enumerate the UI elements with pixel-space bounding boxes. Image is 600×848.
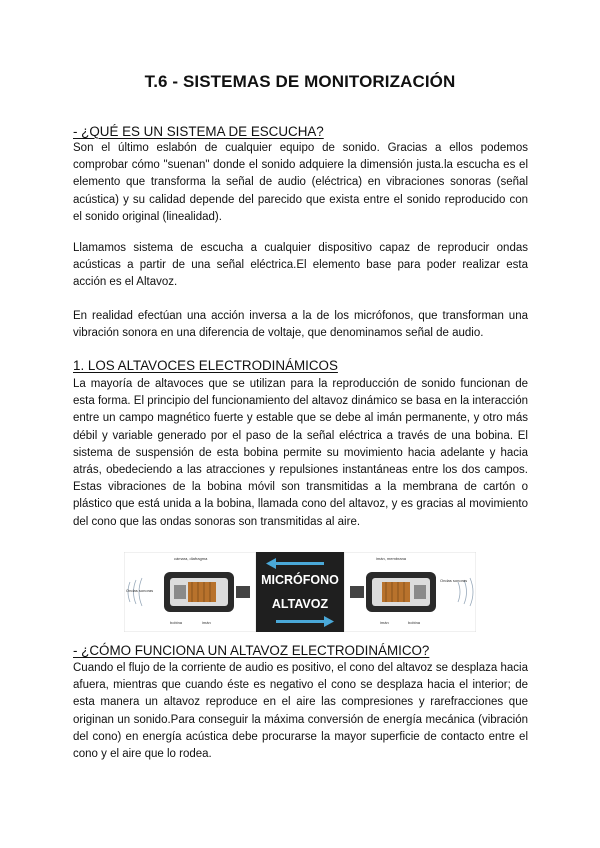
figure-left-bottom-a: bobina <box>170 620 183 625</box>
figure-left-side-label: Ondas sonoras <box>126 588 154 593</box>
paragraph-altavoces: La mayoría de altavoces que se utilizan para la reproducción de sonido funcionan de esta forma. El principio del funcionamiento del altavoz dinámico se basa en la interacción entre un campo magnético fuerte y estable que se debe al imán permanente, y otro más débil y variable generado por el paso de la señal eléctrica a través de una bobina. El sistema de suspensión de esta bobina permite su movimiento hacia adelante y hacia atrás, obedeciendo a las atracciones y repulsiones instantáneas entre los dos campos. Estas vibraciones de la bobina móvil son transmitidas a la membrana de cartón o plástico que está unida a la bobina, llamada cono del altavoz, y es gracias al movimiento del cono que las ondas sonoras son transmitidas al aire. <box>73 378 528 528</box>
section-heading-que-es: - ¿QUÉ ES UN SISTEMA DE ESCUCHA? <box>73 124 324 139</box>
figure-right-bottom-b: bobina <box>408 620 421 625</box>
figure-right-side-label: Ondas sonoras <box>440 578 468 583</box>
figure-left-bottom-b: imán <box>202 620 211 625</box>
section-heading-como-funciona: - ¿CÓMO FUNCIONA UN ALTAVOZ ELECTRODINÁMICO? <box>73 643 430 658</box>
figure-label-microfono: MICRÓFONO <box>261 573 339 587</box>
microphone-speaker-figure <box>124 552 476 632</box>
document-title: T.6 - SISTEMAS DE MONITORIZACIÓN <box>144 72 456 91</box>
figure-label-altavoz: ALTAVOZ <box>271 597 329 611</box>
section-heading-altavoces: 1. LOS ALTAVOCES ELECTRODINÁMICOS <box>73 358 338 373</box>
figure-right-top-label: imán, membrana <box>376 556 407 561</box>
figure-left-top-label: cámara, diafragma <box>174 556 208 561</box>
paragraph-sistema-escucha: Llamamos sistema de escucha a cualquier dispositivo capaz de reproducir ondas acústicas a partir de una señal eléctrica.El elemento base para poder realizar esta acción es el Altavoz. <box>73 242 528 289</box>
paragraph-intro: Son el último eslabón de cualquier equipo de sonido. Gracias a ellos podemos comprobar cómo "suenan" donde el sonido adquiere la dimensión justa.la escucha es el elemento que transforma la señal de audio (eléctrica) en vibraciones sonoras (señal acústica) y su calidad depende del parecido que exista entre el sonido reproducido con el sonido original (linealidad). <box>73 142 528 223</box>
paragraph-accion-inversa: En realidad efectúan una acción inversa a la de los micrófonos, que transforman una vibración sonora en una diferencia de voltaje, que denominamos señal de audio. <box>73 310 528 340</box>
paragraph-como-funciona: Cuando el flujo de la corriente de audio es positivo, el cono del altavoz se desplaza hacia afuera, mientras que cuando éste es negativo el cono se desplaza hacia el interior; de esta manera un altavoz reproduce en el aire las compresiones y rarefracciones que originan un sonido.Para conseguir la máxima conversión de energía mecánica (vibración del cono) en energía acústica debe procurarse la mayor superficie de contacto entre el cono y el aire que lo rodea. <box>73 662 528 761</box>
figure-right-bottom-a: imán <box>380 620 389 625</box>
